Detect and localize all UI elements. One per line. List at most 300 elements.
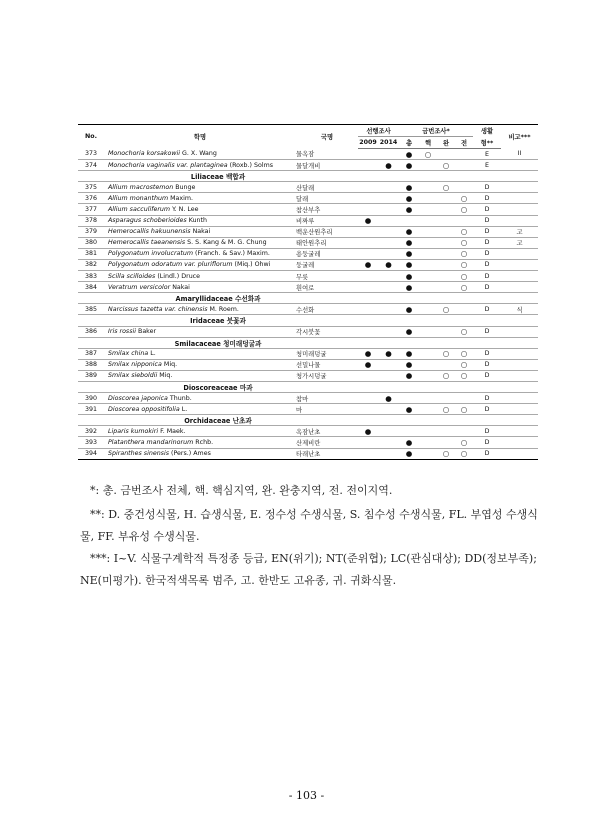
cell-core [419,326,437,337]
scientific-name [104,393,296,404]
cell-remarks [501,248,538,259]
row-number: 391 [78,404,104,415]
scientific-name [104,437,296,448]
cell-2014 [378,426,399,437]
cell-transition: ○ [455,226,473,237]
family-row [78,415,538,426]
scientific-name [104,204,296,215]
cell-remarks [501,204,538,215]
cell-2014 [378,226,399,237]
genus-species: Polygonatum involucratum [108,250,193,258]
row-number: 376 [78,193,104,204]
table-row [78,149,538,160]
cell-life-form: D [473,348,501,359]
family-row [78,293,538,304]
table-row [78,304,538,315]
cell-remarks: 고 [501,226,538,237]
cell-buffer [437,259,455,270]
empty-cell [358,315,538,326]
cell-remarks [501,426,538,437]
author: (Miq.) Ohwi [234,261,271,269]
korean-name: 청미래덩굴 [296,348,358,359]
cell-transition: ○ [455,448,473,459]
cell-core [419,426,437,437]
cell-2009 [358,182,378,193]
header-life-form-bottom: 형** [473,137,501,149]
cell-transition: ○ [455,204,473,215]
cell-total: ● [399,160,419,171]
cell-core [419,282,437,293]
scientific-name [104,237,296,248]
cell-life-form: D [473,282,501,293]
cell-total: ● [399,370,419,381]
cell-transition [455,215,473,226]
cell-total: ● [399,282,419,293]
korean-name: 둥굴레 [296,259,358,270]
author: (Franch. & Sav.) Maxim. [195,250,270,258]
cell-2014 [378,149,399,160]
genus-species: Narcissus tazetta var. chinensis [108,305,208,313]
cell-buffer [437,326,455,337]
cell-2014: ● [378,393,399,404]
cell-transition: ○ [455,359,473,370]
cell-life-form: D [473,271,501,282]
cell-2009 [358,404,378,415]
header-transition: 전 [455,137,473,149]
cell-buffer [437,437,455,448]
cell-total: ● [399,259,419,270]
korean-name: 무릇 [296,271,358,282]
korean-name: 태안원추리 [296,237,358,248]
korean-name: 참산부추 [296,204,358,215]
cell-life-form: D [473,226,501,237]
author: L. [150,350,156,358]
table-row [78,348,538,359]
row-number: 375 [78,182,104,193]
header-2009: 2009 [358,137,378,149]
author: Baker [138,328,157,336]
cell-remarks [501,359,538,370]
row-number: 377 [78,204,104,215]
korean-name: 청가시덩굴 [296,370,358,381]
cell-life-form: D [473,193,501,204]
cell-total [399,215,419,226]
author: Nakai [172,283,190,291]
korean-name: 산제비란 [296,437,358,448]
cell-life-form: D [473,215,501,226]
cell-remarks [501,326,538,337]
cell-core [419,404,437,415]
cell-transition: ○ [455,259,473,270]
genus-species: Spiranthes sinensis [108,450,169,458]
cell-remarks [501,393,538,404]
header-total: 총 [399,137,419,149]
row-number: 388 [78,359,104,370]
table-row [78,448,538,459]
table-row [78,370,538,381]
cell-2014 [378,248,399,259]
korean-name: 옥잠난초 [296,426,358,437]
cell-transition: ○ [455,404,473,415]
empty-cell [358,415,538,426]
cell-life-form: D [473,204,501,215]
cell-2009 [358,248,378,259]
header-remarks: 비고*** [501,125,538,149]
family-name: Orchidaceae 난초과 [78,415,358,426]
header-current-survey: 금번조사* [399,125,473,137]
cell-core: ○ [419,149,437,160]
scientific-name [104,182,296,193]
author: Miq. [163,361,178,369]
row-number: 374 [78,160,104,171]
cell-core [419,348,437,359]
species-table [78,124,538,460]
cell-2014 [378,182,399,193]
footnote-2: **: D. 중건성식물, H. 습생식물, E. 정수성 수생식물, S. 침수성 수생식물, FL. 부엽성 수생식물, FF. 부유성 수생식물. [80,508,538,543]
genus-species: Dioscorea japonica [108,394,168,402]
genus-species: Veratrum versicolor [108,283,171,291]
cell-remarks [501,271,538,282]
cell-2014: ● [378,348,399,359]
cell-2014 [378,304,399,315]
cell-transition: ○ [455,370,473,381]
cell-2014 [378,237,399,248]
family-name: Dioscoreaceae 마과 [78,381,358,392]
cell-buffer [437,215,455,226]
empty-cell [358,293,538,304]
cell-2009: ● [358,359,378,370]
cell-2009: ● [358,215,378,226]
row-number: 373 [78,149,104,160]
cell-transition [455,182,473,193]
header-2014: 2014 [378,137,399,149]
cell-2014 [378,326,399,337]
family-row [78,171,538,182]
scientific-name [104,215,296,226]
cell-total [399,393,419,404]
genus-species: Liparis kumokiri [108,427,159,435]
scientific-name [104,226,296,237]
cell-total: ● [399,304,419,315]
korean-name: 수선화 [296,304,358,315]
author: F. Maek. [160,427,186,435]
cell-core [419,370,437,381]
cell-remarks [501,448,538,459]
cell-total: ● [399,237,419,248]
row-number: 381 [78,248,104,259]
cell-buffer [437,193,455,204]
cell-life-form: E [473,160,501,171]
cell-buffer [437,149,455,160]
family-row [78,381,538,392]
table-row [78,393,538,404]
genus-species: Asparagus schoberioides [108,217,187,225]
cell-2009 [358,204,378,215]
cell-2009: ● [358,348,378,359]
cell-total: ● [399,271,419,282]
cell-2009 [358,226,378,237]
table-row [78,215,538,226]
cell-transition [455,160,473,171]
row-number: 379 [78,226,104,237]
cell-total: ● [399,326,419,337]
row-number: 387 [78,348,104,359]
genus-species: Monochoria vaginalis var. plantaginea [108,161,228,169]
row-number: 389 [78,370,104,381]
cell-2014 [378,448,399,459]
cell-total: ● [399,193,419,204]
cell-2009: ● [358,259,378,270]
cell-2009 [358,393,378,404]
cell-buffer: ○ [437,182,455,193]
korean-name: 달래 [296,193,358,204]
korean-name: 타래난초 [296,448,358,459]
cell-buffer [437,237,455,248]
cell-2014 [378,282,399,293]
korean-name: 비짜루 [296,215,358,226]
cell-transition [455,426,473,437]
cell-2009 [358,437,378,448]
scientific-name [104,271,296,282]
scientific-name [104,359,296,370]
cell-core [419,259,437,270]
cell-2014: ● [378,259,399,270]
scientific-name [104,282,296,293]
cell-2014 [378,404,399,415]
cell-life-form: D [473,448,501,459]
korean-name: 각시붓꽃 [296,326,358,337]
header-korean-name: 국명 [296,125,358,149]
korean-name: 백운산원추리 [296,226,358,237]
cell-2009: ● [358,426,378,437]
table-row [78,248,538,259]
scientific-name [104,248,296,259]
cell-core [419,359,437,370]
cell-2009 [358,237,378,248]
korean-name: 물옥잠 [296,149,358,160]
cell-buffer: ○ [437,404,455,415]
cell-life-form: D [473,182,501,193]
cell-2009 [358,326,378,337]
cell-life-form: D [473,326,501,337]
cell-remarks [501,437,538,448]
author: (Lindl.) Druce [157,272,201,280]
author: Maxim. [170,194,194,202]
cell-remarks: 식 [501,304,538,315]
cell-total [399,426,419,437]
cell-2014 [378,193,399,204]
author: M. Roem. [209,305,239,313]
cell-core [419,237,437,248]
cell-buffer [437,226,455,237]
genus-species: Polygonatum odoratum var. pluriflorum [108,261,233,269]
korean-name: 선밀나물 [296,359,358,370]
cell-2009 [358,193,378,204]
genus-species: Monochoria korsakowii [108,150,181,158]
genus-species: Scilla scilloides [108,272,156,280]
table-row [78,182,538,193]
empty-cell [358,171,538,182]
table-row [78,426,538,437]
family-name: Amaryllidaceae 수선화과 [78,293,358,304]
row-number: 386 [78,326,104,337]
scientific-name [104,149,296,160]
cell-life-form: D [473,359,501,370]
table-row [78,271,538,282]
row-number: 380 [78,237,104,248]
scientific-name [104,304,296,315]
cell-total: ● [399,226,419,237]
family-name: Smilacaceae 청미래덩굴과 [78,337,358,348]
cell-total: ● [399,359,419,370]
row-number: 384 [78,282,104,293]
cell-remarks [501,282,538,293]
cell-remarks [501,404,538,415]
author: Y. N. Lee [172,206,199,214]
cell-transition: ○ [455,271,473,282]
cell-remarks [501,348,538,359]
cell-remarks [501,193,538,204]
cell-core [419,193,437,204]
author: Thunb. [169,394,192,402]
cell-total: ● [399,149,419,160]
cell-remarks [501,215,538,226]
cell-2014 [378,204,399,215]
cell-buffer [437,248,455,259]
cell-remarks [501,370,538,381]
cell-2009 [358,282,378,293]
scientific-name [104,193,296,204]
cell-core [419,248,437,259]
genus-species: Smilax sieboldii [108,372,158,380]
author: Nakai [192,228,211,236]
scientific-name [104,370,296,381]
author: (Roxb.) Solms [229,161,274,169]
korean-name: 참마 [296,393,358,404]
cell-core [419,204,437,215]
family-name: Iridaceae 붓꽃과 [78,315,358,326]
korean-name: 산달래 [296,182,358,193]
scientific-name [104,426,296,437]
cell-life-form: D [473,304,501,315]
author: (Pers.) Ames [171,450,211,458]
table-row [78,237,538,248]
table-row [78,259,538,270]
header-buffer: 완 [437,137,455,149]
cell-transition [455,304,473,315]
row-number: 392 [78,426,104,437]
genus-species: Dioscorea oppositifolia [108,405,180,413]
cell-2009 [358,304,378,315]
cell-2014 [378,215,399,226]
cell-total: ● [399,348,419,359]
author: L. [181,405,188,413]
cell-life-form: D [473,237,501,248]
cell-transition: ○ [455,248,473,259]
table-row [78,437,538,448]
page-number: - 103 - [288,789,325,802]
genus-species: Iris rossii [108,328,136,336]
cell-buffer: ○ [437,348,455,359]
table-row [78,193,538,204]
footnote-3: ***: I~V. 식물구계학적 특정종 등급, EN(위기); NT(준위협); LC(관심대상); DD(정보부족); NE(미평가). 한국적색목록 범주, 고. 한반도 고유종, 귀. 귀화식물. [80,552,537,587]
author: Kunth [188,217,207,225]
cell-remarks: 고 [501,237,538,248]
cell-core [419,271,437,282]
cell-transition [455,149,473,160]
cell-transition: ○ [455,237,473,248]
header-scientific-name: 학명 [104,125,296,149]
family-name: Liliaceae 백합과 [78,171,358,182]
cell-remarks [501,182,538,193]
cell-buffer [437,282,455,293]
empty-cell [358,381,538,392]
cell-remarks: II [501,149,538,160]
scientific-name [104,404,296,415]
cell-remarks [501,160,538,171]
author: S. S. Kang & M. G. Chung [187,239,267,247]
table-body [78,149,538,460]
cell-transition [455,393,473,404]
cell-core [419,393,437,404]
row-number: 378 [78,215,104,226]
cell-buffer: ○ [437,448,455,459]
cell-transition: ○ [455,193,473,204]
table-row [78,326,538,337]
cell-total: ● [399,204,419,215]
cell-2014 [378,359,399,370]
cell-life-form: D [473,393,501,404]
scientific-name [104,448,296,459]
cell-core [419,182,437,193]
genus-species: Allium sacculiferum [108,206,171,214]
korean-name: 물달개비 [296,160,358,171]
genus-species: Hemerocallis hakuunensis [108,228,191,236]
cell-total: ● [399,448,419,459]
table-row [78,359,538,370]
author: Bunge [175,183,196,191]
row-number: 394 [78,448,104,459]
cell-transition: ○ [455,282,473,293]
korean-name: 흰여로 [296,282,358,293]
cell-total: ● [399,182,419,193]
cell-core [419,448,437,459]
scientific-name [104,259,296,270]
korean-name: 마 [296,404,358,415]
genus-species: Smilax nipponica [108,361,162,369]
cell-buffer: ○ [437,160,455,171]
cell-2009 [358,448,378,459]
table-row [78,226,538,237]
cell-life-form: E [473,149,501,160]
row-number: 390 [78,393,104,404]
row-number: 382 [78,259,104,270]
korean-name: 용둥굴레 [296,248,358,259]
scientific-name [104,348,296,359]
genus-species: Allium monanthum [108,194,169,202]
cell-transition: ○ [455,437,473,448]
cell-2014: ● [378,160,399,171]
cell-life-form: D [473,437,501,448]
cell-buffer [437,359,455,370]
cell-life-form: D [473,248,501,259]
cell-buffer: ○ [437,304,455,315]
cell-life-form: D [473,404,501,415]
genus-species: Smilax china [108,350,149,358]
table-row [78,404,538,415]
genus-species: Allium macrostemon [108,183,174,191]
cell-buffer [437,271,455,282]
